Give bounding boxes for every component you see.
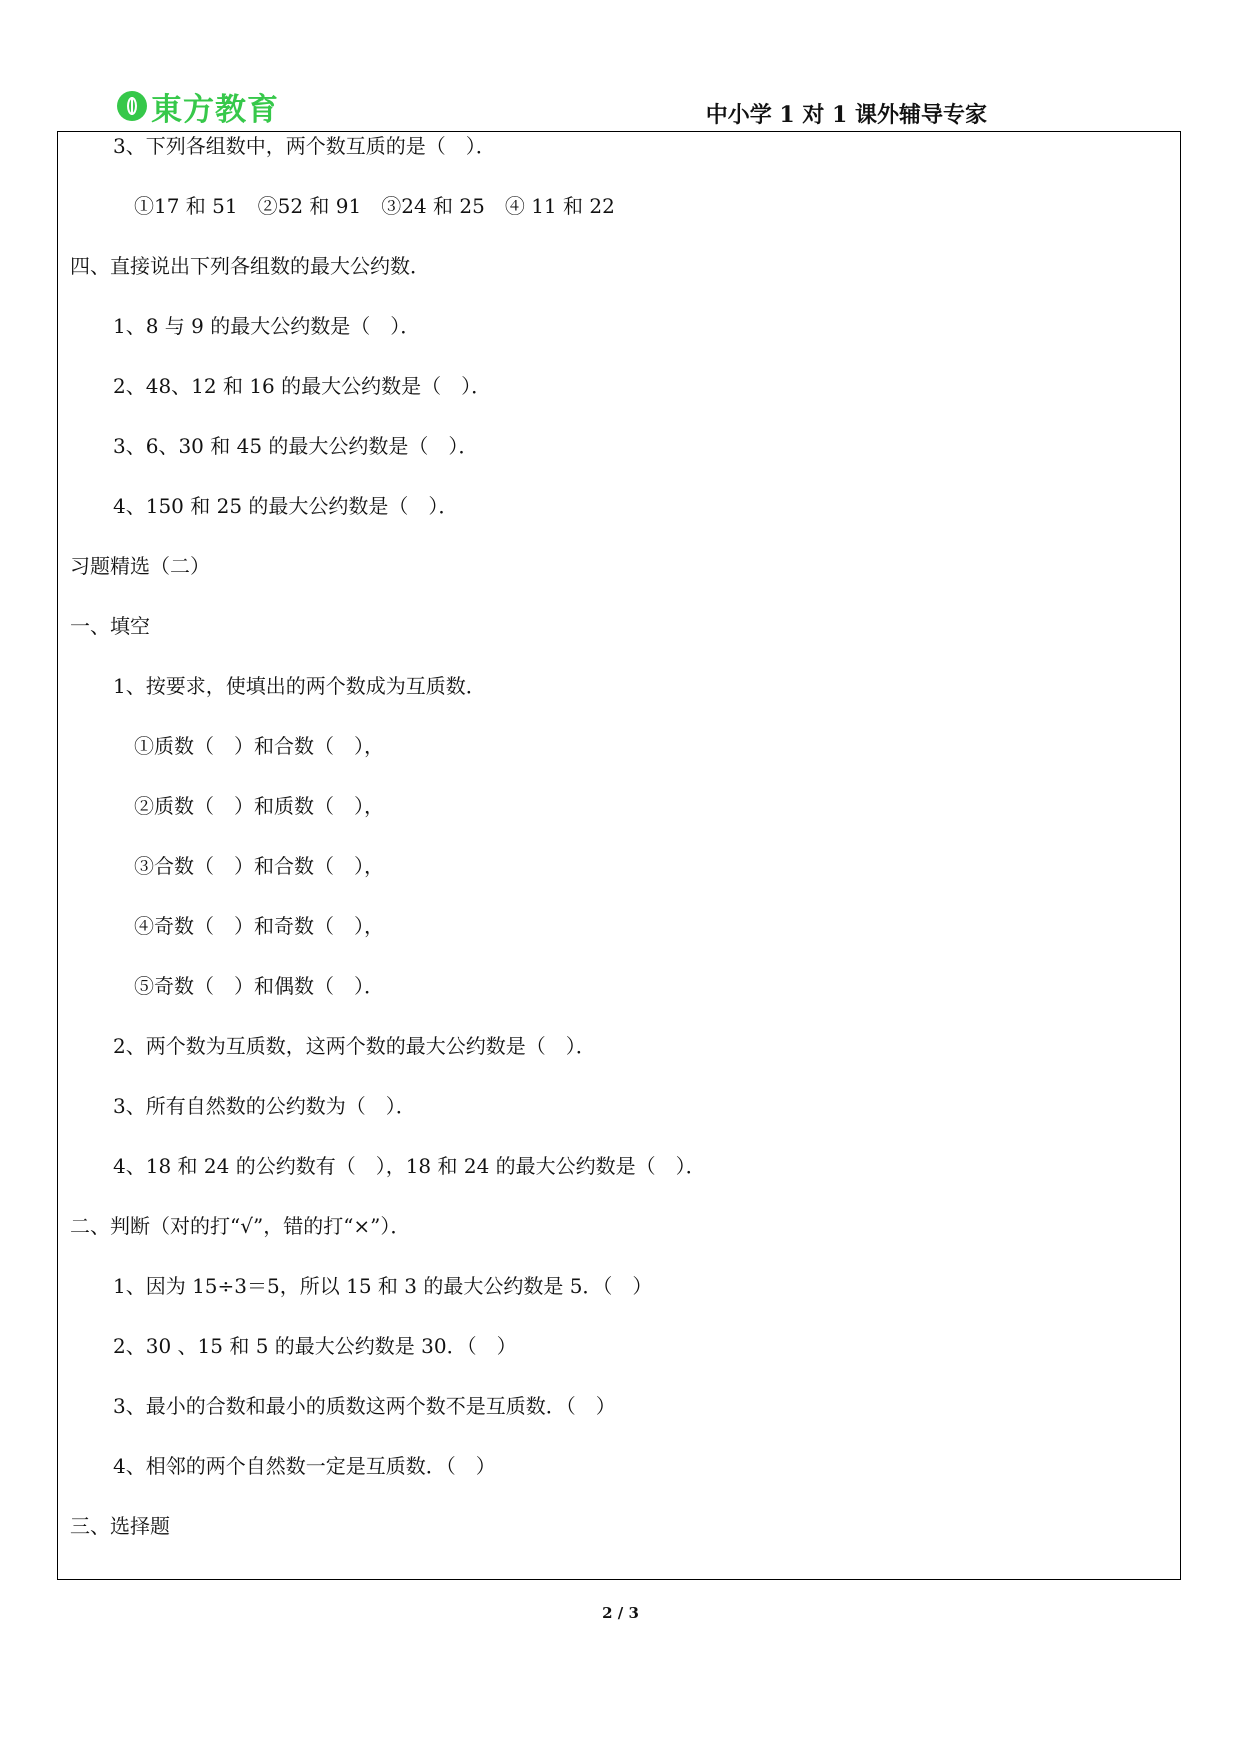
question-text: 2、两个数为互质数，这两个数的最大公约数是（ ）． [113,1034,596,1058]
worksheet-content [57,131,1181,1580]
section-heading: 一、填空 [70,614,150,638]
question-text: 4、18 和 24 的公约数有（ ），18 和 24 的最大公约数是（ ）． [113,1154,706,1178]
page-number: 2 / 3 [602,1604,639,1622]
question-text: 3、6、30 和 45 的最大公约数是（ ）． [113,434,479,458]
question-text: 1、因为 15÷3＝5，所以 15 和 3 的最大公约数是 5．（ ） [113,1274,653,1298]
header-tagline: 中小学 1 对 1 课外辅导专家 [705,102,987,128]
question-text: 4、相邻的两个自然数一定是互质数．（ ） [113,1454,496,1478]
logo [117,86,279,126]
section-heading: 四、直接说出下列各组数的最大公约数． [70,254,430,278]
logo-text: 東方教育 [151,91,279,128]
question-text: 3、所有自然数的公约数为（ ）． [113,1094,416,1118]
question-text: 2、48、12 和 16 的最大公约数是（ ）． [113,374,492,398]
exercise-title: 习题精选（二） [70,554,210,578]
question-text: 4、150 和 25 的最大公约数是（ ）． [113,494,459,518]
section-heading: 三、选择题 [70,1514,170,1538]
sub-question: ①质数（ ）和合数（ ）， [134,734,384,758]
sub-question: ②质数（ ）和质数（ ）， [134,794,384,818]
logo-icon [117,91,147,121]
question-text: 1、按要求，使填出的两个数成为互质数． [113,674,486,698]
sub-question: ④奇数（ ）和奇数（ ）， [134,914,384,938]
choice-options: ①17 和 51 ②52 和 91 ③24 和 25 ④ 11 和 22 [134,194,615,218]
question-text: 3、下列各组数中，两个数互质的是（ ）． [113,134,496,158]
question-text: 1、8 与 9 的最大公约数是（ ）． [113,314,421,338]
page-header [117,86,1127,132]
question-text: 2、30 、15 和 5 的最大公约数是 30．（ ） [113,1334,517,1358]
sub-question: ③合数（ ）和合数（ ）， [134,854,384,878]
question-text: 3、最小的合数和最小的质数这两个数不是互质数．（ ） [113,1394,616,1418]
sub-question: ⑤奇数（ ）和偶数（ ）． [134,974,384,998]
section-heading: 二、判断（对的打“√”，错的打“×”）． [70,1214,411,1238]
